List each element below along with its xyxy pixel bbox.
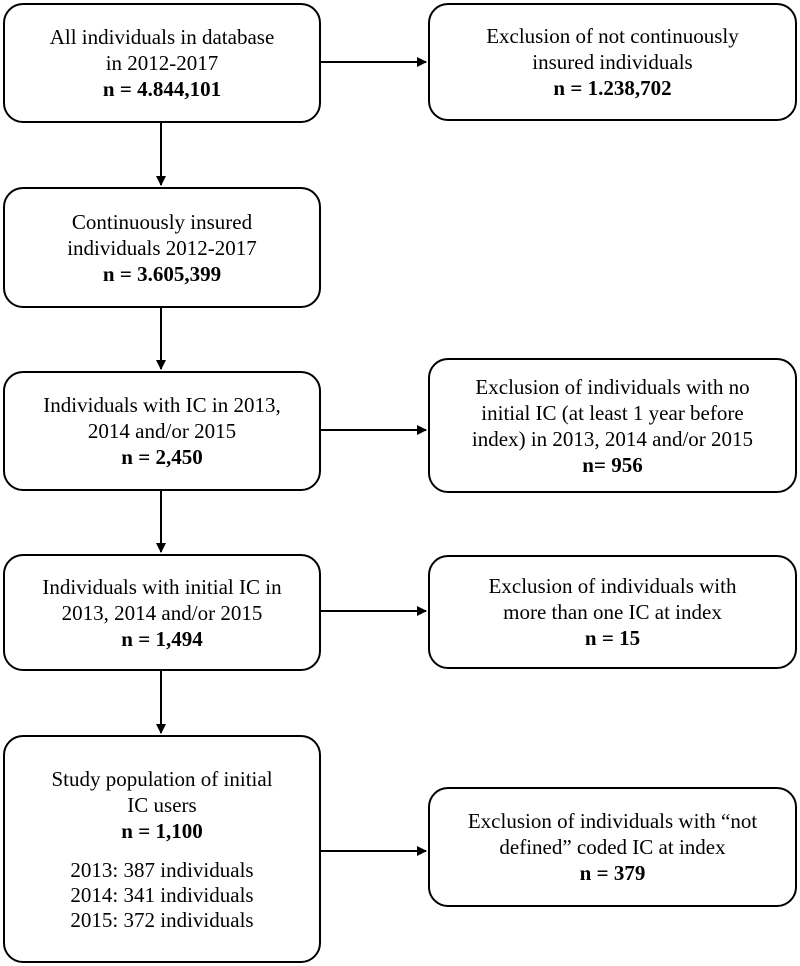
box-text-line: IC users [127, 792, 197, 817]
box-text-line: Individuals with initial IC in [42, 574, 282, 599]
box-exclusion-no-initial-ic [428, 358, 797, 493]
box-initial-ic [3, 554, 321, 671]
box-count: n = 1,100 [121, 818, 203, 843]
box-exclusion-not-defined [428, 787, 797, 907]
box-text-line: in 2012-2017 [105, 51, 219, 75]
box-count: n = 379 [579, 861, 646, 885]
box-text-line: initial IC (at least 1 year before [481, 400, 744, 425]
year-line-2014: 2014: 341 individuals [70, 882, 254, 907]
box-count: n = 15 [584, 626, 641, 650]
box-text-line: individuals 2012-2017 [67, 235, 257, 260]
year-breakdown [70, 858, 253, 933]
year-line-2015: 2015: 372 individuals [70, 907, 254, 932]
box-count: n = 4.844,101 [102, 77, 222, 101]
box-text-line: Exclusion of not continuously [486, 24, 739, 48]
box-all-individuals [3, 3, 321, 123]
box-count: n = 1.238,702 [553, 76, 672, 100]
box-text-line: Exclusion of individuals with “not [467, 809, 758, 833]
box-text-line: defined” coded IC at index [499, 835, 726, 859]
box-text-line: 2013, 2014 and/or 2015 [61, 600, 263, 625]
year-line-2013: 2013: 387 individuals [70, 857, 254, 882]
box-text-line: Exclusion of individuals with no [475, 374, 750, 399]
box-text-line: Study population of initial [51, 766, 273, 791]
box-exclusion-not-insured [428, 3, 797, 121]
box-text-line: index) in 2013, 2014 and/or 2015 [471, 426, 754, 451]
box-text-line: Continuously insured [71, 209, 253, 234]
box-study-population [3, 735, 321, 963]
box-text-line: Exclusion of individuals with [488, 574, 737, 598]
box-continuously-insured [3, 187, 321, 308]
box-text-line: insured individuals [532, 50, 693, 74]
box-text-line: All individuals in database [49, 25, 275, 49]
box-count: n= 956 [582, 452, 643, 477]
box-exclusion-more-than-one-ic [428, 555, 797, 669]
box-count: n = 1,494 [121, 626, 203, 651]
box-text-line: 2014 and/or 2015 [87, 419, 237, 443]
box-text-line: Individuals with IC in 2013, [43, 393, 281, 417]
box-individuals-with-ic [3, 371, 321, 491]
box-count: n = 2,450 [121, 445, 203, 469]
box-count: n = 3.605,399 [102, 261, 222, 286]
box-text-line: more than one IC at index [503, 600, 722, 624]
